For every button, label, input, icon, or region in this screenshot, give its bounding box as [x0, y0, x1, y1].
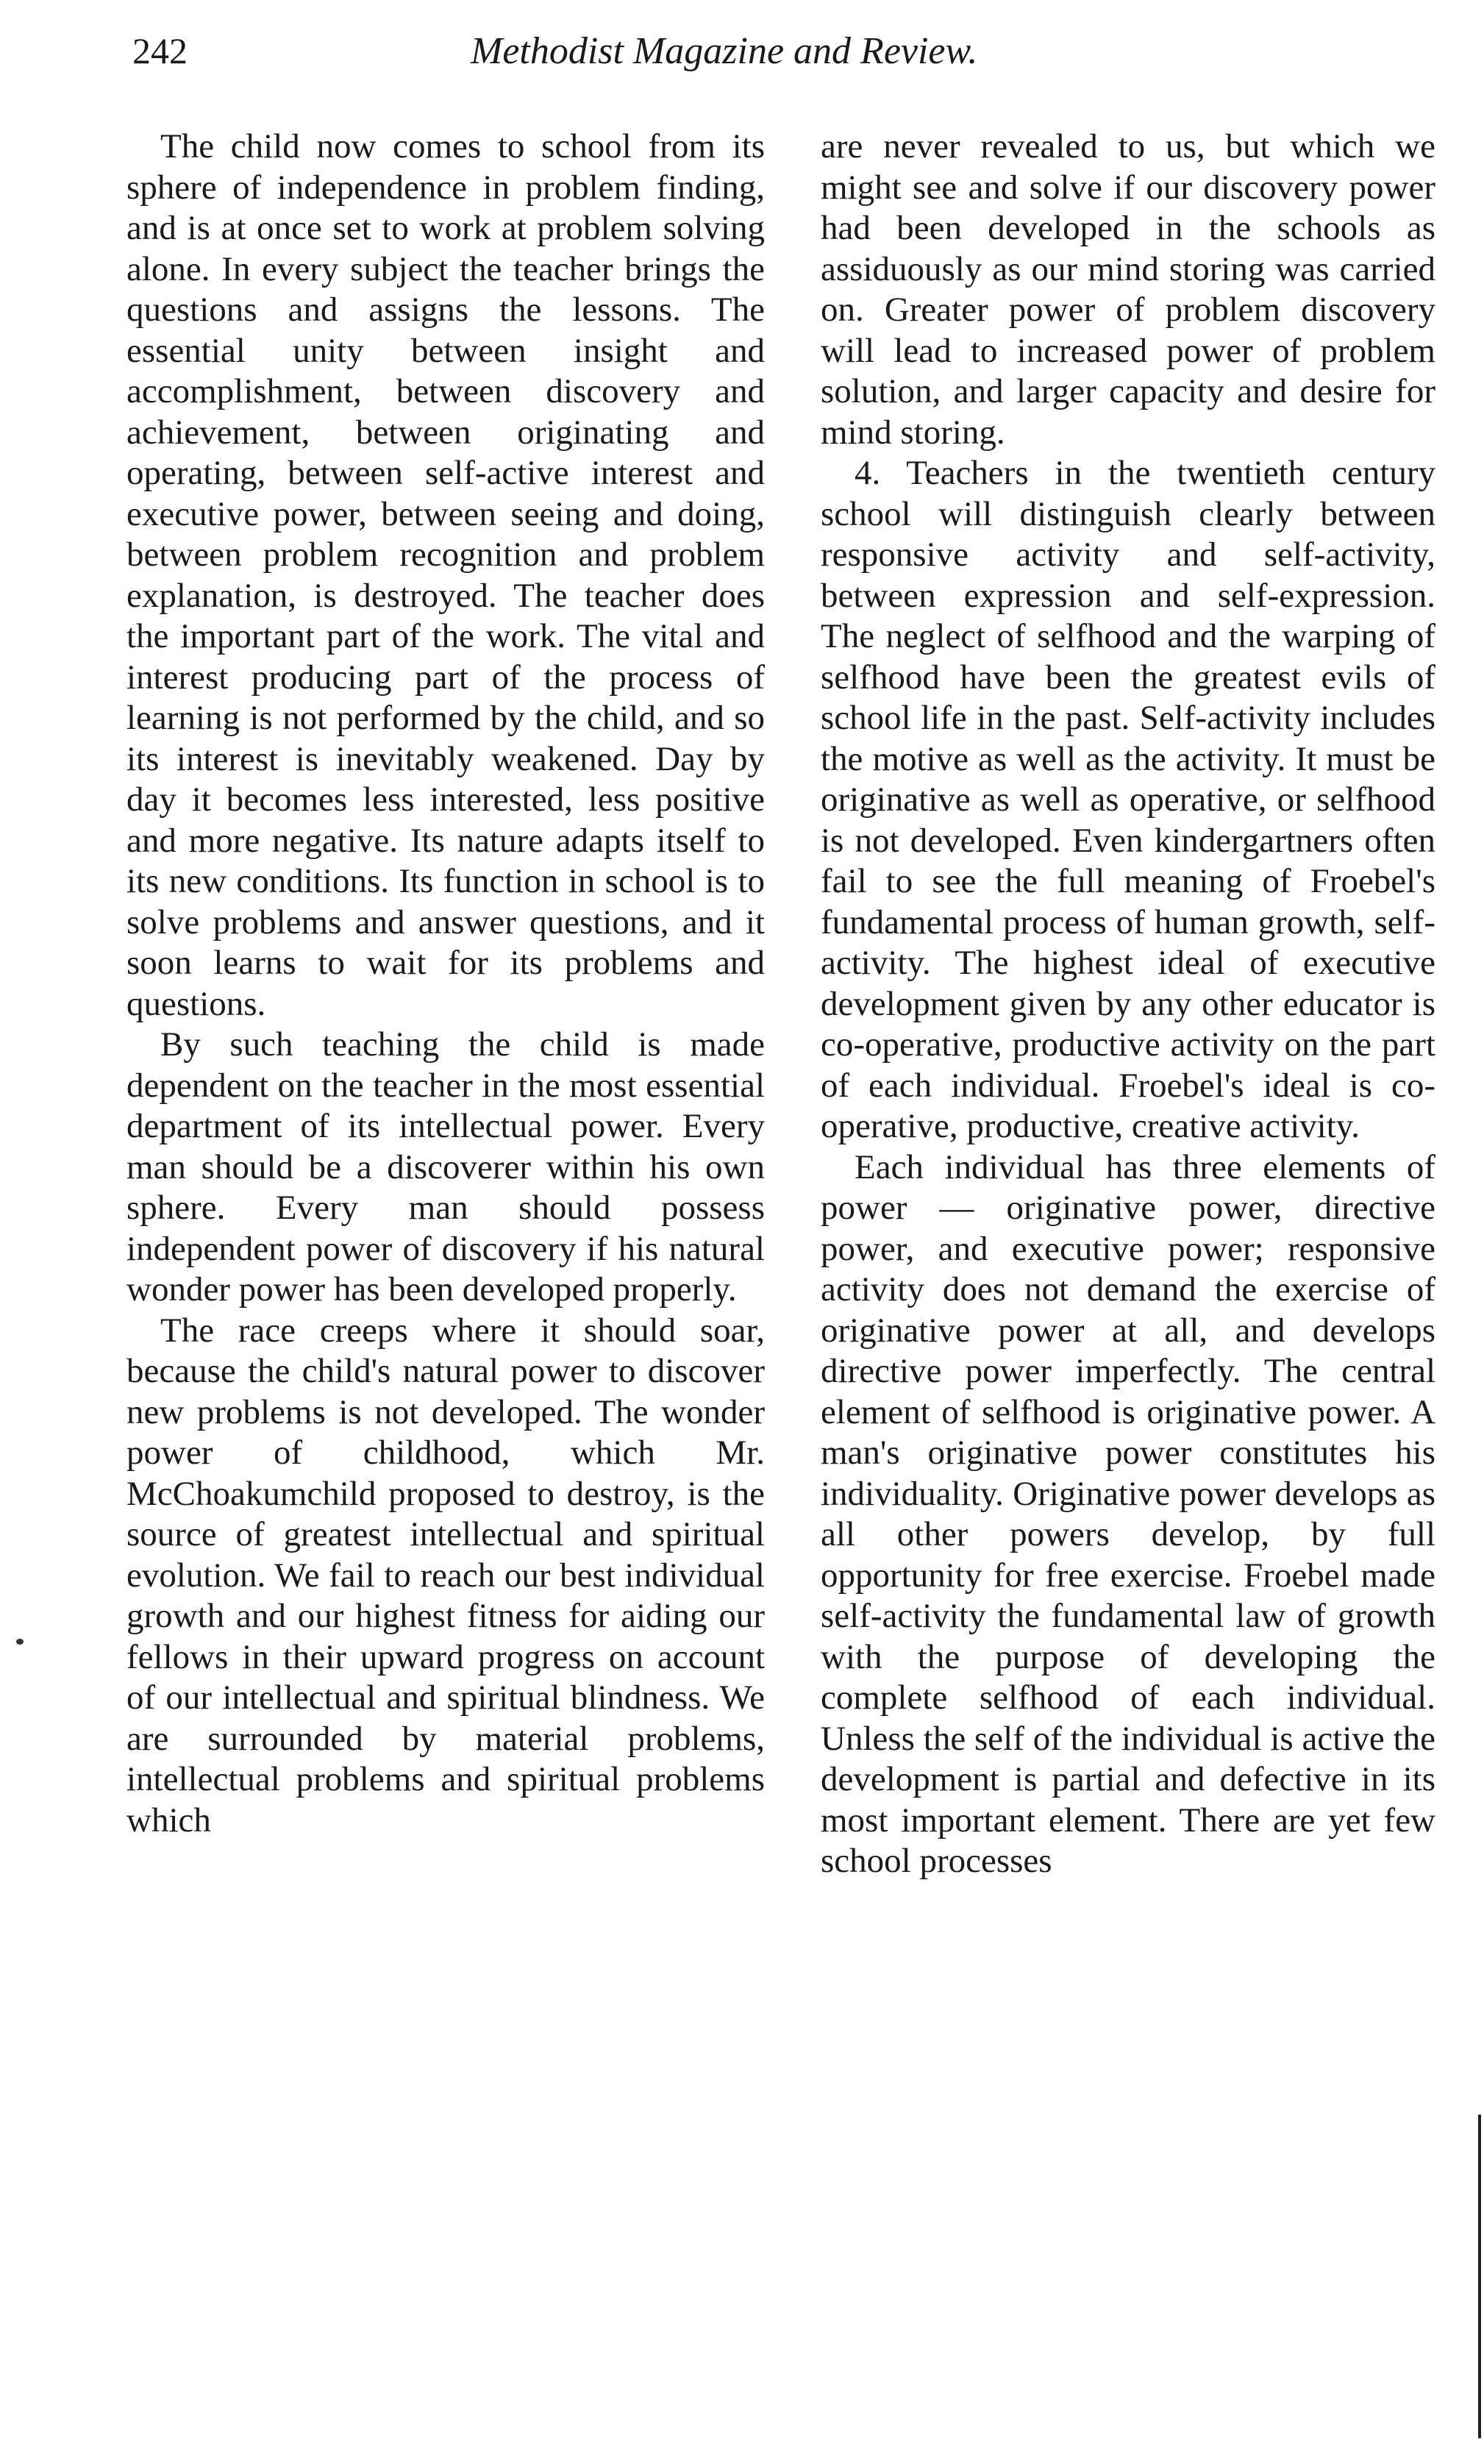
paragraph: Each individual has three elements of power — originative power, directive power, and executive power; responsive activity does not demand the exercise of originative power at all, and develops directive power imperfectly. The central element of selfhood is originative power. A man's originative power constitutes his individuality. Originative power develops as all other powers develop, by full opportunity for free exercise. Froebel made self-activity the fundamental law of growth with the purpose of developing the complete selfhood of each individual. Unless the self of the individual is active the development is partial and defective in its most important element. There are yet few school processes: [821, 1147, 1435, 1880]
page-number: 242: [132, 30, 188, 71]
page-header: [118, 29, 1132, 81]
paragraph: By such teaching the child is made dependent on the teacher in the most essential department of its intellectual power. Every man should be a discoverer within his own sphere. Every man should possess independent power of discovery if his natural wonder power has been developed properly.: [126, 1025, 765, 1308]
running-title: Methodist Magazine and Review.: [471, 30, 978, 72]
paragraph: 4. Teachers in the twentieth century school will distinguish clearly between responsive activity and self-activity, between expression and self-expression. The neglect of selfhood and the warping of selfhood have been the greatest evils of school life in the past. Self-activity includes the motive as well as the activity. It must be originative as well as operative, or selfhood is not developed. Even kindergartners often fail to see the full meaning of Froebel's fundamental process of human growth, self-activity. The highest ideal of executive development given by any other educator is co-operative, productive activity on the part of each individual. Froebel's ideal is co-operative, productive, creative activity.: [821, 454, 1435, 1145]
page-edge-mark: [1478, 2115, 1481, 2438]
paragraph: The child now comes to school from its sphere of independence in problem finding, and is at once set to work at problem solving alone. In every subject the teacher brings the questions and assigns the lessons. The essential unity between insight and accomplishment, between discovery and achievement, between originating and operating, between self-active interest and executive power, between seeing and doing, between problem recognition and problem explanation, is destroyed. The teacher does the important part of the work. The vital and interest producing part of the process of learning is not performed by the child, and so its interest is inevitably weakened. Day by day it becomes less interested, less positive and more negative. Its nature adapts itself to its new conditions. Its function in school is to solve problems and answer questions, and it soon learns to wait for its problems and questions.: [126, 127, 765, 1023]
right-column: [821, 127, 1435, 1882]
paragraph: are never revealed to us, but which we might see and solve if our discovery power had been developed in the schools as assiduously as our mind storing was carried on. Greater power of problem discovery will lead to increased power of problem solution, and larger capacity and desire for mind storing.: [821, 127, 1435, 452]
left-column: [126, 127, 765, 1841]
paragraph: The race creeps where it should soar, because the child's natural power to discover new problems is not developed. The wonder power of childhood, which Mr. McChoakumchild proposed to destroy, is the source of greatest intellectual and spiritual evolution. We fail to reach our best individual growth and our highest fitness for aiding our fellows in their upward progress on account of our intellectual and spiritual blindness. We are surrounded by material problems, intellectual problems and spiritual problems which: [126, 1311, 765, 1840]
ink-speck: [16, 1639, 24, 1645]
